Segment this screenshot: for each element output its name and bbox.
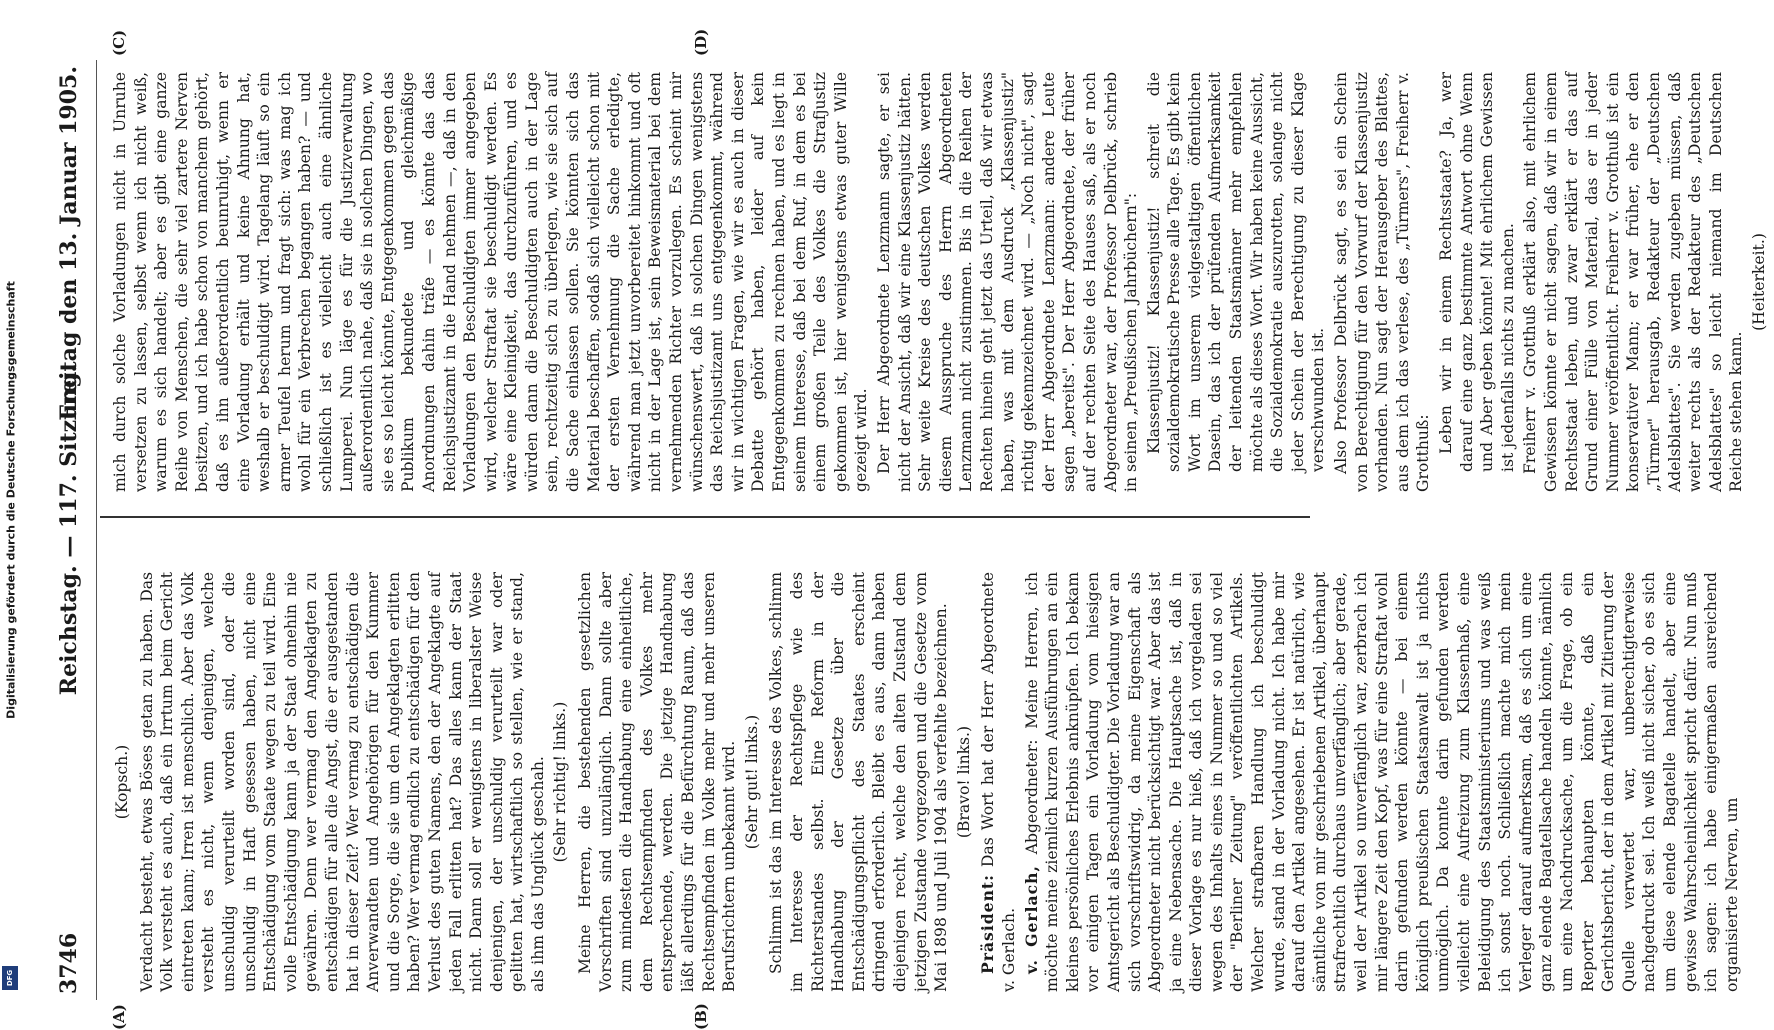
paragraph: mich durch solche Vorladungen nicht in Unruhe versetzen zu lassen, selbst wenn ich nicht weiß, warum es sich handelt; aber es gibt eine ganze Reihe von Menschen, die sehr viel zartere Nerven besitzen, und ich habe schon von manchem gehört, daß es ihn außerordentlich beunruhigt, wenn er eine Vorladung erhält und keine Ahnung hat, weshalb er beschuldigt wird. Tagelang läuft so ein armer Teufel herum und fragt sich: was mag ich wohl für ein Verbrechen begangen haben? — und schließlich ist es vielleicht auch eine ähnliche Lumperei. Nun läge es für die Justizverwaltung außerordentlich nahe, daß sie in solchen Dingen, wo sie es so leicht könnte, Entgegenkommen gegen das Publikum bekundete und gleichmäßige Anordnungen dahin träfe — es könnte das das Reichsjustizamt in die Hand nehmen —, daß in den Vorladungen den Beschuldigten immer angegeben wird, welcher Straftat sie beschuldigt werden. Es wäre eine Kleinigkeit, das durchzuführen, und es würden dann die Beschuldigten auch in der Lage sein, rechtzeitig sich zu überlegen, wie sie sich auf die Sache einlassen sollen. Sie könnten sich das Material beschaffen, sodaß sich vielleicht schon mit der ersten Vernehmung die Sache erledigte, während man jetzt unvorbereitet hinkommt und oft nicht in der Lage ist, sein Beweismaterial bei dem vernehmenden Richter vorzulegen. Es scheint mir wünschenswert, daß in solchen Dingen wenigstens das Reichsjustizamt uns entgegenkommt, während wir in wichtigen Fragen, wie wir es auch in dieser Debatte gehört haben, leider auf kein Entgegenkommen zu rechnen haben, und es liegt in seinem Interesse, daß bei dem Ruf, in dem es bei einem großen Teile des Volkes die Strafjustiz gekommen ist, hier wenigstens etwas guter Wille gezeigt wird. [111, 72, 871, 492]
interjection: (Sehr gut! links.) [742, 714, 761, 850]
speaker-header: (Kopsch.) [113, 744, 131, 820]
column-divider [100, 516, 1310, 518]
speech-text: Das Wort hat der Herr Abgeordnete v. Gerlach. [979, 572, 1018, 992]
credit-text: Digitalisierung gefördert durch die Deutsche Forschungsgemeinschaft [4, 281, 18, 719]
page-number: 3746 [56, 932, 82, 994]
speaker-label: v. Gerlach, [1021, 865, 1041, 974]
interjection: (Bravo! links.) [954, 725, 973, 839]
paragraph: Der Herr Abgeordnete Lenzmann sagte, er sei nicht der Ansicht, daß wir eine Klassenjustiz hätten. Sehr weite Kreise des deutschen Volkes werden diesem Ausspruche des Herrn Abgeordneten Lenzmann nicht zustimmen. Bis in die Reihen der Rechten hinein geht jetzt das Urteil, daß wir etwas haben, was mit dem Ausdruck „Klassenjustiz" richtig gekennzeichnet wird. — „Noch nicht", sagt der Herr Abgeordnete Lenzmann: andere Leute sagen „bereits". Der Herr Abgeordnete, der früher auf der rechten Seite des Hauses saß, als er noch Abgeordneter war, der Professor Delbrück, schrieb in seinen „Preußischen Jahrbüchern": [874, 72, 1141, 492]
margin-letter-a: (A) [110, 1004, 128, 1030]
margin-letter-b: (B) [692, 1003, 710, 1030]
speech-text: Abgeordneter: Meine Herren, ich möchte meine ziemlich kurzen Ausführungen an ein kleines persönliches Erlebnis anknüpfen. Ich bekam vor einigen Tagen ein Vorladung vom hiesigen Amtsgericht als Beschuldigter. Die Vorladung war an sich vorschriftswidrig, da meine Eigenschaft als Abgeordneter nicht berücksichtigt war. Aber das ist ja eine Nebensache. Die Hauptsache ist, daß in dieser Vorlage es nur hieß, daß ich vorgeladen sei wegen des Inhalts eines in Nummer so und so viel der "Berliner Zeitung" veröffentlichten Artikels. Welcher strafbaren Handlung ich beschuldigt wurde, stand in der Vorladung nicht. Ich habe mir darauf den Artikel angesehen. Er ist natürlich, wie sämtliche von mir geschriebenen Artikel, überhaupt strafrechtlich durchaus unverfänglich; aber gerade, weil der Artikel so unverfänglich war, zerbrach ich mir längere Zeit den Kopf, was für eine Straftat wohl darin gefunden werden könnte — bei einem königlich preußischen Staatsanwalt ist ja nichts unmöglich. Da konnte darin gefunden werden vielleicht eine Aufreizung zum Klassenhaß, eine Beleidigung des Staatsministeriums und was weiß ich sonst noch. Schließlich machte mich mein Verleger darauf aufmerksam, daß es sich um eine ganz elende Bagatellsache handeln könnte, nämlich um eine Nachdrucksache, um die Frage, ob ein Reporter behaupten könnte, daß ein Gerichtsbericht, der in dem Artikel mit Zitierung der Quelle verwertet war, unberechtigterweise nachgedruckt sei. Ich weiß nicht sicher, ob es sich um diese elende Bagatelle handelt, aber eine gewisse Wahrscheinlichkeit spricht dafür. Nun muß ich sagen: ich habe einigermaßen ausreichend organisierte Nerven, um [1022, 572, 1741, 992]
paragraph: Verdacht besteht, etwas Böses getan zu haben. Das Volk versteht es auch, daß ein Irrtum beim Gericht eintreten kann; Irren ist menschlich. Aber das Volk versteht es nicht, wenn denjenigen, welche unschuldig verurteilt worden sind, oder die unschuldig in Haft gesessen haben, nicht eine Entschädigung vom Staate wegen zu teil wird. Eine volle Entschädigung kann ja der Staat ohnehin nie gewähren. Denn wer vermag den Angeklagten zu entschädigen für alle die Angst, die er ausgestanden hat in dieser Zeit? Wer vermag zu entschädigen die Anverwandten und Angehörigen für den Kummer und die Sorge, die sie um den Angeklagten erlitten haben? Wer vermag endlich zu entschädigen für den Verlust des guten Namens, den der Angeklagte auf jeden Fall erlitten hat? Das alles kann der Staat nicht. Dann soll er wenigstens in liberalster Weise denjenigen, der unschuldig verurteilt war oder gelitten hat, wirtschaftlich so stellen, wie er stand, als ihm das Unglück geschah. [137, 572, 547, 992]
page-header [52, 60, 92, 1000]
column-right [110, 72, 1774, 492]
paragraph: Also Professor Delbrück sagt, es sei ein Schein von Berechtigung für den Vorwurf der Klassenjustiz vorhanden. Nun sagt der Herausgeber des Blattes, aus dem ich das verlese, des „Türmers", Freiherr v. Grotthuß: [1332, 72, 1433, 492]
interjection: (Sehr richtig! links.) [551, 701, 570, 863]
speaker-label: Präsident: [978, 874, 998, 974]
paragraph [978, 572, 1019, 992]
column-left [110, 572, 1744, 992]
digitization-credit [0, 0, 22, 1000]
interjection: (Heiterkeit.) [1749, 233, 1768, 331]
margin-letter-c: (C) [110, 29, 128, 56]
quotation: Klassenjustiz! Klassenjustiz! schreit die sozialdemokratische Presse alle Tage. Es gibt kein Wort im unserem vielgestaltigen öffentlichen Dasein, das ich der prüfenden Aufmerksamkeit der leitenden Staatsmänner mehr empfehlen möchte als dieses Wort. Wir haben keine Aussicht, die Sozialdemokratie auszurotten, solange nicht jeder Schein der Berechtigung zu dieser Klage verschwunden ist. [1144, 72, 1328, 472]
session-title: Reichstag. — 117. Sitzung. [56, 364, 82, 696]
paragraph: Freiherr v. Grotthuß erklärt also, mit ehrlichem Gewissen könnte er nicht sagen, daß wir in einem Rechtsstaat leben, und zwar erklärt er das auf Grund einer Fülle von Material, das er in jeder Nummer veröffentlicht. Freiherr v. Grotthuß ist ein konservativer Mann; er war früher, ehe er den „Türmer" herausgab, Redakteur der „Deutschen Adelsblattes". Sie werden zugeben müssen, daß weiter rechts als der Redakteur des „Deutschen Adelsblattes" so leicht niemand im Deutschen Reiche stehen kann. [1521, 72, 1746, 492]
paragraph [1022, 572, 1743, 992]
newspaper-page [52, 28, 1768, 1030]
margin-letter-d: (D) [692, 28, 710, 56]
dfg-logo: DFG [2, 966, 18, 990]
quotation: Leben wir in einem Rechtsstaate? Ja, wer darauf eine ganz bestimmte Antwort ohne Wenn und Aber geben könnte! Mit ehrlichem Gewissen ist jedenfalls nichts zu machen. [1437, 72, 1517, 472]
session-date: Freitag den 13. Januar 1905. [56, 66, 82, 421]
paragraph: Schlimm ist das im Interesse des Volkes, schlimm im Interesse der Rechtspflege wie des Richterstandes selbst. Eine Reform in der Handhabung der Gesetze über die Entschädigungspflicht des Staates erscheint dringend erforderlich. Bleibt es aus, dann haben diejenigen recht, welche den alten Zustand dem jetzigen Zustande vorgezogen und die Gesetze vom Mai 1898 und Juli 1904 als verfehlte bezeichnen. [767, 572, 951, 992]
header-rule [96, 60, 97, 1000]
paragraph: Meine Herren, die bestehenden gesetzlichen Vorschriften sind unzulänglich. Dann sollte aber zum mindesten die Handhabung eine einheitliche, dem Rechtsempfinden des Volkes mehr entsprechende, werden. Die jetzige Handhabung läßt allerdings für die Befürchtung Raum, daß das Rechtsempfinden im Volke mehr und mehr unseren Berufsrichtern unbekannt wird. [576, 572, 739, 992]
